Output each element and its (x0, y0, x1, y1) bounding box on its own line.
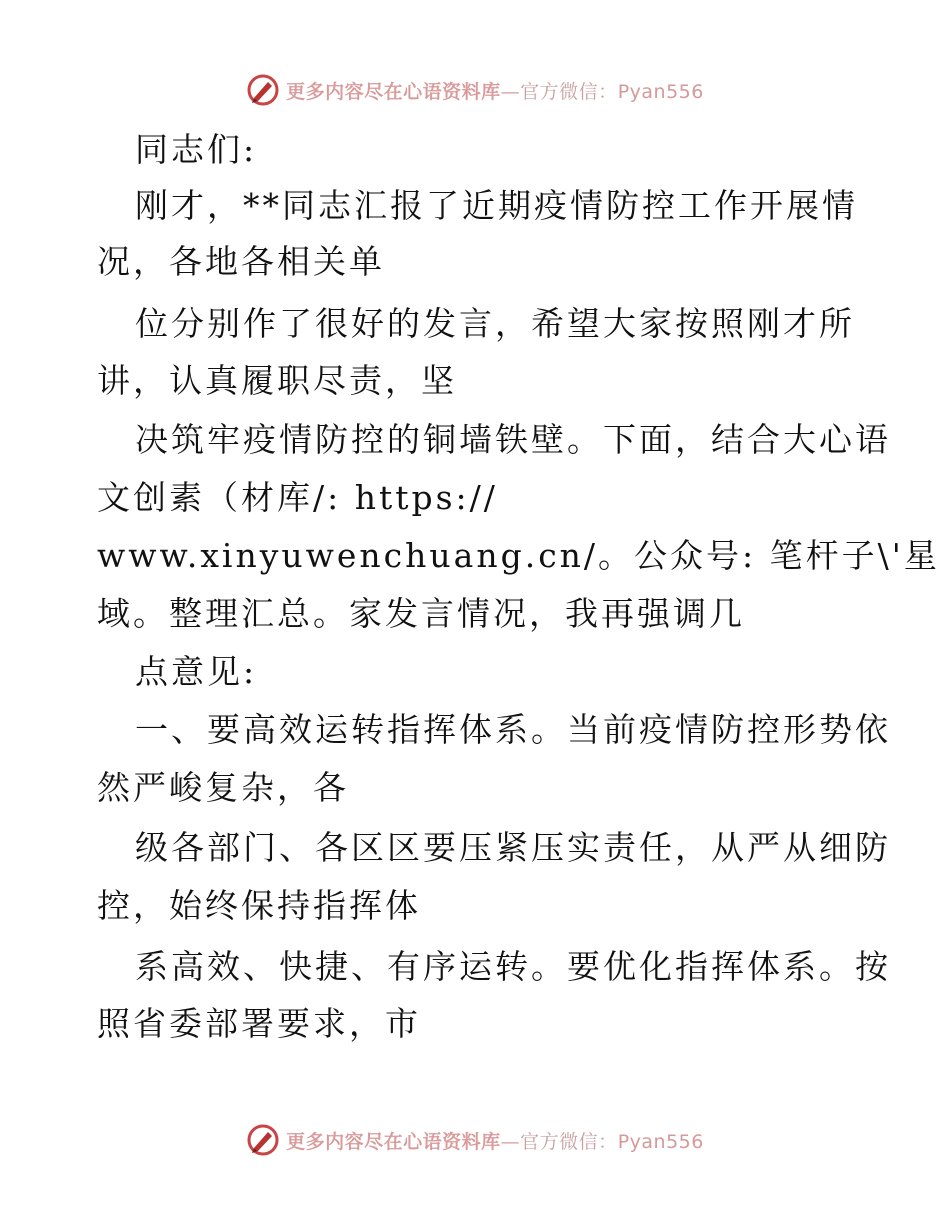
watermark-wechat-id: Pyan556 (617, 80, 704, 103)
watermark-text (286, 77, 704, 104)
text-line: 同志们: (135, 130, 258, 169)
watermark-title: 更多内容尽在心语资料库 (286, 80, 501, 103)
text-line: 系高效、快捷、有序运转。要优化指挥体系。按 (135, 947, 891, 986)
text-line: 一、要高效运转指挥体系。当前疫情防控形势依 (135, 710, 891, 749)
text-line: www.xinyuwenchuang.cn/。公众号: 笔杆子\'星 (97, 536, 940, 575)
watermark-wechat-id: Pyan556 (617, 1130, 704, 1153)
watermark-dash: — (500, 1130, 521, 1153)
text-line: 控，始终保持指挥体 (97, 886, 421, 925)
pen-logo-icon (246, 1123, 280, 1157)
watermark-title: 更多内容尽在心语资料库 (286, 1130, 501, 1153)
text-line: 照省委部署要求，市 (97, 1004, 421, 1043)
text-line: 位分别作了很好的发言，希望大家按照刚才所 (135, 304, 855, 343)
text-line: 决筑牢疫情防控的铜墙铁壁。下面，结合大心语 (135, 420, 891, 459)
text-line: 讲，认真履职尽责，坚 (97, 361, 457, 400)
text-line: 文创素（材库/: https:// (97, 478, 498, 517)
header-watermark (0, 70, 950, 110)
watermark-wechat-label: 官方微信： (520, 80, 618, 103)
text-line: 况，各地各相关单 (97, 242, 385, 281)
text-line: 点意见: (135, 652, 258, 691)
watermark-dash: — (500, 80, 521, 103)
watermark-text (286, 1127, 704, 1154)
text-line: 域。整理汇总。家发言情况，我再强调几 (97, 594, 745, 633)
watermark-wechat-label: 官方微信： (520, 1130, 618, 1153)
footer-watermark (0, 1120, 950, 1160)
text-line: 级各部门、各区区要压紧压实责任，从严从细防 (135, 828, 891, 867)
text-line: 然严峻复杂，各 (97, 768, 349, 807)
text-line: 刚才，**同志汇报了近期疫情防控工作开展情 (135, 186, 858, 225)
pen-logo-icon (246, 73, 280, 107)
